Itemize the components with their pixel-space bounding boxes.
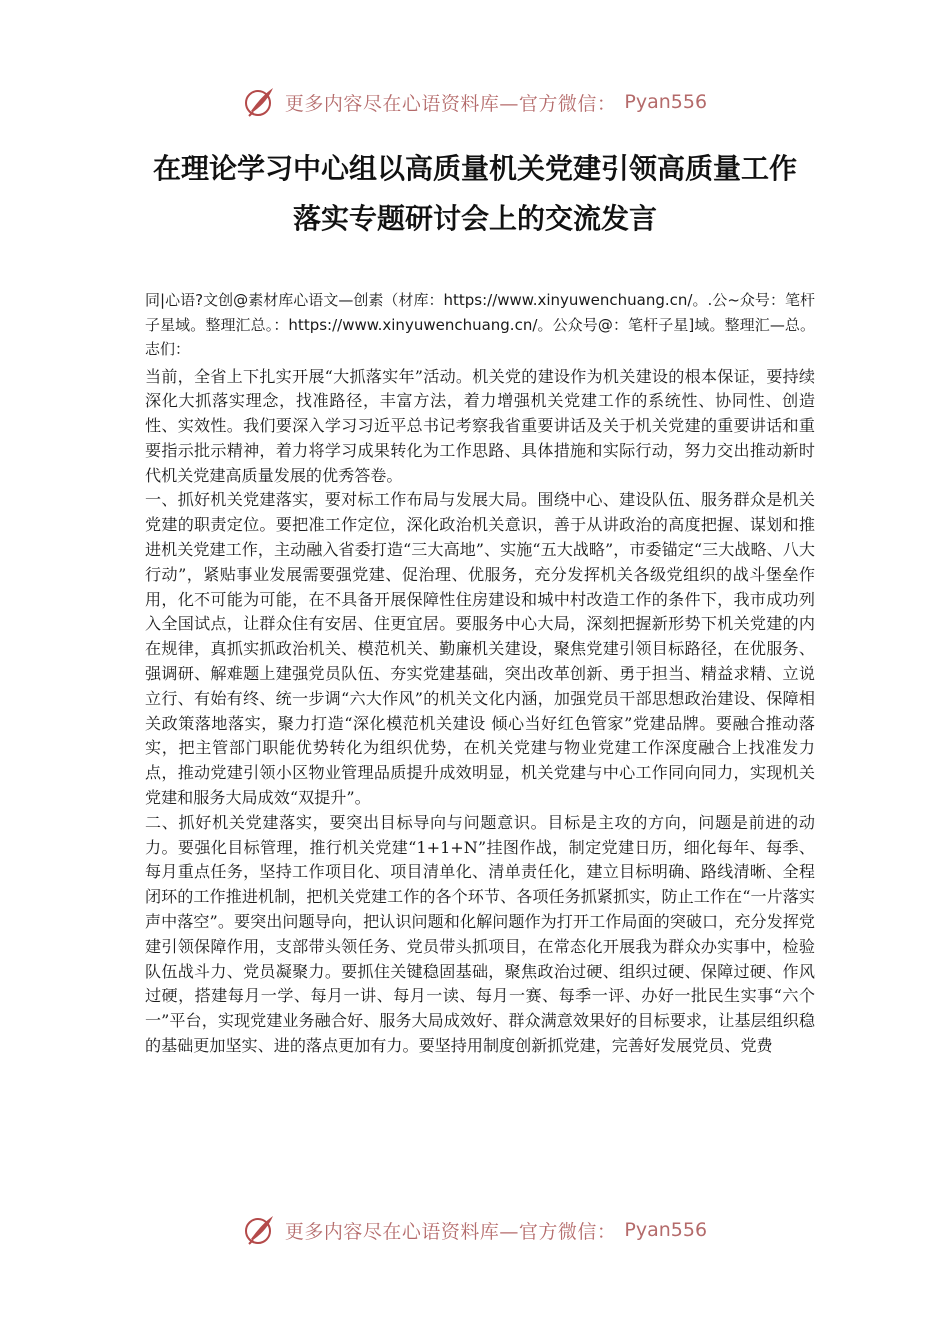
body-paragraph-3: 二、抓好机关党建落实，要突出目标导向与问题意识。目标是主攻的方向，问题是前进的动力。要强化目标管理，推行机关党建“1+1+N”挂图作战，制定党建日历，细化每年、每季、每月重点任务，坚持工作项目化、项目清单化、清单责任化，建立目标明确、路线清晰、全程闭环的工作推进机制，把机关党建工作的各个环节、各项任务抓紧抓实，防止工作在“一片落实声中落空”。要突出问题导向，把认识问题和化解问题作为打开工作局面的突破口，充分发挥党建引领保障作用，支部带头领任务、党员带头抓项目，在常态化开展我为群众办实事中，检验队伍战斗力、党员凝聚力。要抓住关键稳固基础，聚焦政治过硬、组织过硬、保障过硬、作风过硬，搭建每月一学、每月一讲、每月一读、每月一赛、每季一评、办好一批民生实事“六个一”平台，实现党建业务融合好、服务大局成效好、群众满意效果好的目标要求，让基层组织稳的基础更加坚实、进的落点更加有力。要坚持用制度创新抓党建，完善好发展党员、党费 (145, 812, 815, 1056)
banner-text: 更多内容尽在心语资料库—官方微信： (284, 1220, 617, 1243)
banner-wechat-id: Pyan556 (624, 1219, 708, 1241)
banner-text: 更多内容尽在心语资料库—官方微信： (284, 92, 617, 115)
intro-paragraph: 同|心语?文创@素材库心语文—创素（材库：https://www.xinyuwenchuang.cn/。.公~众号：笔杆子星域。整理汇总。：https://www.xinyuwenchuang.cn/。公众号@：笔杆子星]域。整理汇—总。志们： (145, 291, 815, 358)
quill-logo-icon (243, 85, 277, 119)
quill-logo-icon (243, 1213, 277, 1247)
footer-banner (0, 1210, 950, 1250)
document-body (145, 288, 815, 1059)
banner-wechat-id: Pyan556 (624, 91, 708, 113)
page-title-line-2: 落实专题研讨会上的交流发言 (292, 202, 657, 235)
body-paragraph-2: 一、抓好机关党建落实，要对标工作布局与发展大局。围绕中心、建设队伍、服务群众是机关党建的职责定位。要把准工作定位，深化政治机关意识，善于从讲政治的高度把握、谋划和推进机关党建工作，主动融入省委打造“三大高地”、实施“五大战略”，市委锚定“三大战略、八大行动”，紧贴事业发展需要强党建、促治理、优服务，充分发挥机关各级党组织的战斗堡垒作用，化不可能为可能，在不具备开展保障性住房建设和城中村改造工作的条件下，我市成功列入全国试点，让群众住有安居、住更宜居。要服务中心大局，深刻把握新形势下机关党建的内在规律，真抓实抓政治机关、模范机关、勤廉机关建设，聚焦党建引领目标路径，在优服务、强调研、解难题上建强党员队伍、夯实党建基础，突出改革创新、勇于担当、精益求精、立说立行、有始有终、统一步调“六大作风”的机关文化内涵，加强党员干部思想政治建设、保障相关政策落地落实，聚力打造“深化模范机关建设 倾心当好红色管家”党建品牌。要融合推动落实，把主管部门职能优势转化为组织优势，在机关党建与物业党建工作深度融合上找准发力点，推动党建引领小区物业管理品质提升成效明显，机关党建与中心工作同向同力，实现机关党建和服务大局成效“双提升”。 (145, 490, 815, 808)
page-title-line-1: 在理论学习中心组以高质量机关党建引领高质量工作 (152, 152, 797, 185)
header-banner (0, 82, 950, 122)
body-paragraph-1: 当前，全省上下扎实开展“大抓落实年”活动。机关党的建设作为机关建设的根本保证，要持续深化大抓落实理念，找准路径，丰富方法，着力增强机关党建工作的系统性、协同性、创造性、实效性。我们要深入学习习近平总书记考察我省重要讲话及关于机关党建的重要讲话和重要指示批示精神，着力将学习成果转化为工作思路、具体措施和实际行动，努力交出推动新时代机关党建高质量发展的优秀答卷。 (145, 366, 815, 485)
